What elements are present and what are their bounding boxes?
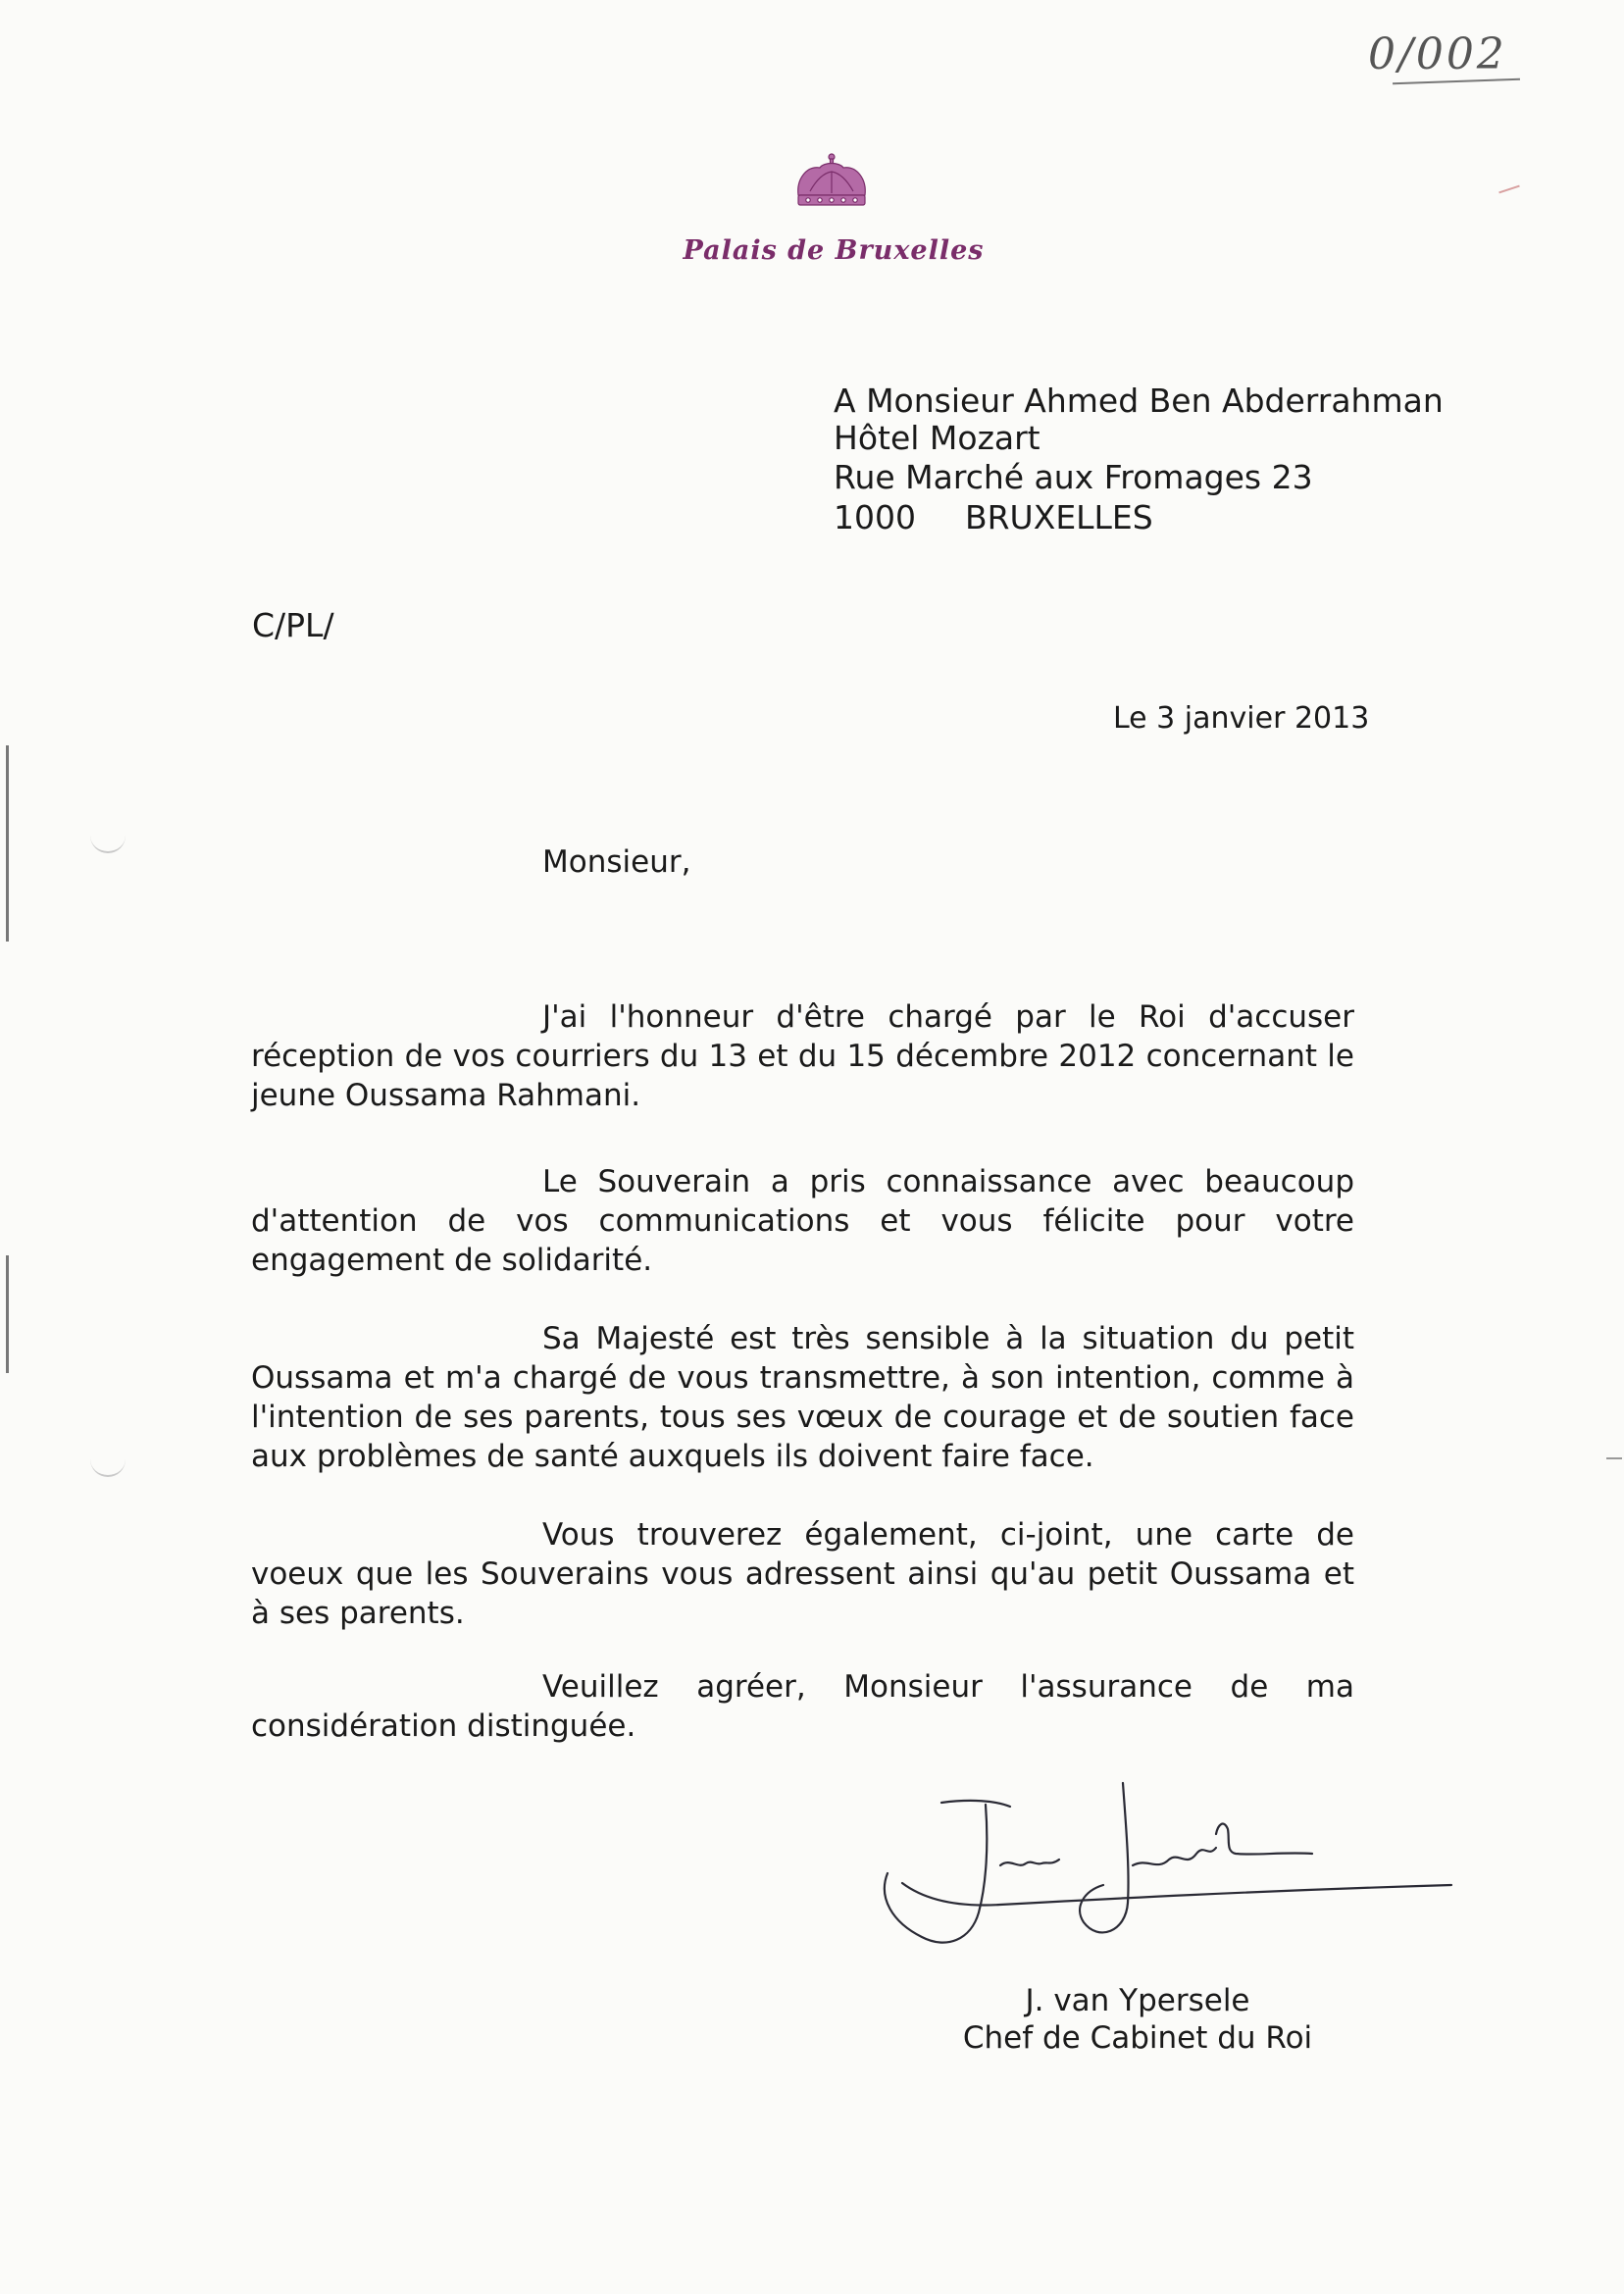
- paragraph-text: Vous trouverez également, ci-joint, une carte de voeux que les Souverains vous adressent ainsi qu'au petit Oussama et à ses parents.: [251, 1517, 1354, 1631]
- royal-crown-icon: [790, 152, 873, 213]
- paragraph-text: Veuillez agréer, Monsieur l'assurance de ma considération distinguée.: [251, 1669, 1354, 1744]
- body-paragraph: [251, 997, 1354, 1115]
- signatory-title: Chef de Cabinet du Roi: [962, 2020, 1313, 2056]
- salutation: Monsieur,: [542, 844, 691, 880]
- recipient-hotel: Hôtel Mozart: [834, 419, 1040, 457]
- scan-edge-mark: [6, 1255, 9, 1373]
- recipient-city: BRUXELLES: [964, 498, 1153, 536]
- punch-hole-mark: [90, 1459, 126, 1477]
- handwritten-reference-number: 0/002: [1368, 29, 1507, 79]
- paragraph-text: Le Souverain a pris connaissance avec beaucoup d'attention de vos communications et vous félicite pour votre engagement de solidarité.: [251, 1164, 1354, 1278]
- paragraph-text: J'ai l'honneur d'être chargé par le Roi d'accuser réception de vos courriers du 13 et du 15 décembre 2012 concernant le jeune Oussama Rahmani.: [251, 999, 1354, 1113]
- signatory-name: J. van Ypersele: [1025, 1983, 1250, 2018]
- recipient-name: A Monsieur Ahmed Ben Abderrahman: [834, 382, 1444, 420]
- recipient-postal-code: 1000: [834, 498, 916, 536]
- paragraph-text: Sa Majesté est très sensible à la situation du petit Oussama et m'a chargé de vous transmettre, à son intention, comme à l'intention de ses parents, tous ses vœux de courage et de soutien face aux problèmes de santé auxquels ils doivent faire face.: [251, 1321, 1354, 1474]
- body-paragraph: [251, 1162, 1354, 1280]
- letter-date: Le 3 janvier 2013: [1113, 701, 1370, 736]
- margin-tick: [1606, 1457, 1622, 1459]
- handwritten-signature: [863, 1775, 1471, 1971]
- body-paragraph: [251, 1319, 1354, 1476]
- letterhead-title: Palais de Bruxelles: [683, 235, 985, 266]
- punch-hole-mark: [90, 836, 126, 853]
- body-paragraph: [251, 1667, 1354, 1746]
- margin-tick: [1498, 185, 1520, 194]
- scan-edge-mark: [6, 745, 9, 942]
- body-paragraph: [251, 1515, 1354, 1633]
- recipient-city-line: [834, 498, 1153, 536]
- reference-code: C/PL/: [252, 606, 334, 644]
- recipient-street: Rue Marché aux Fromages 23: [834, 458, 1313, 496]
